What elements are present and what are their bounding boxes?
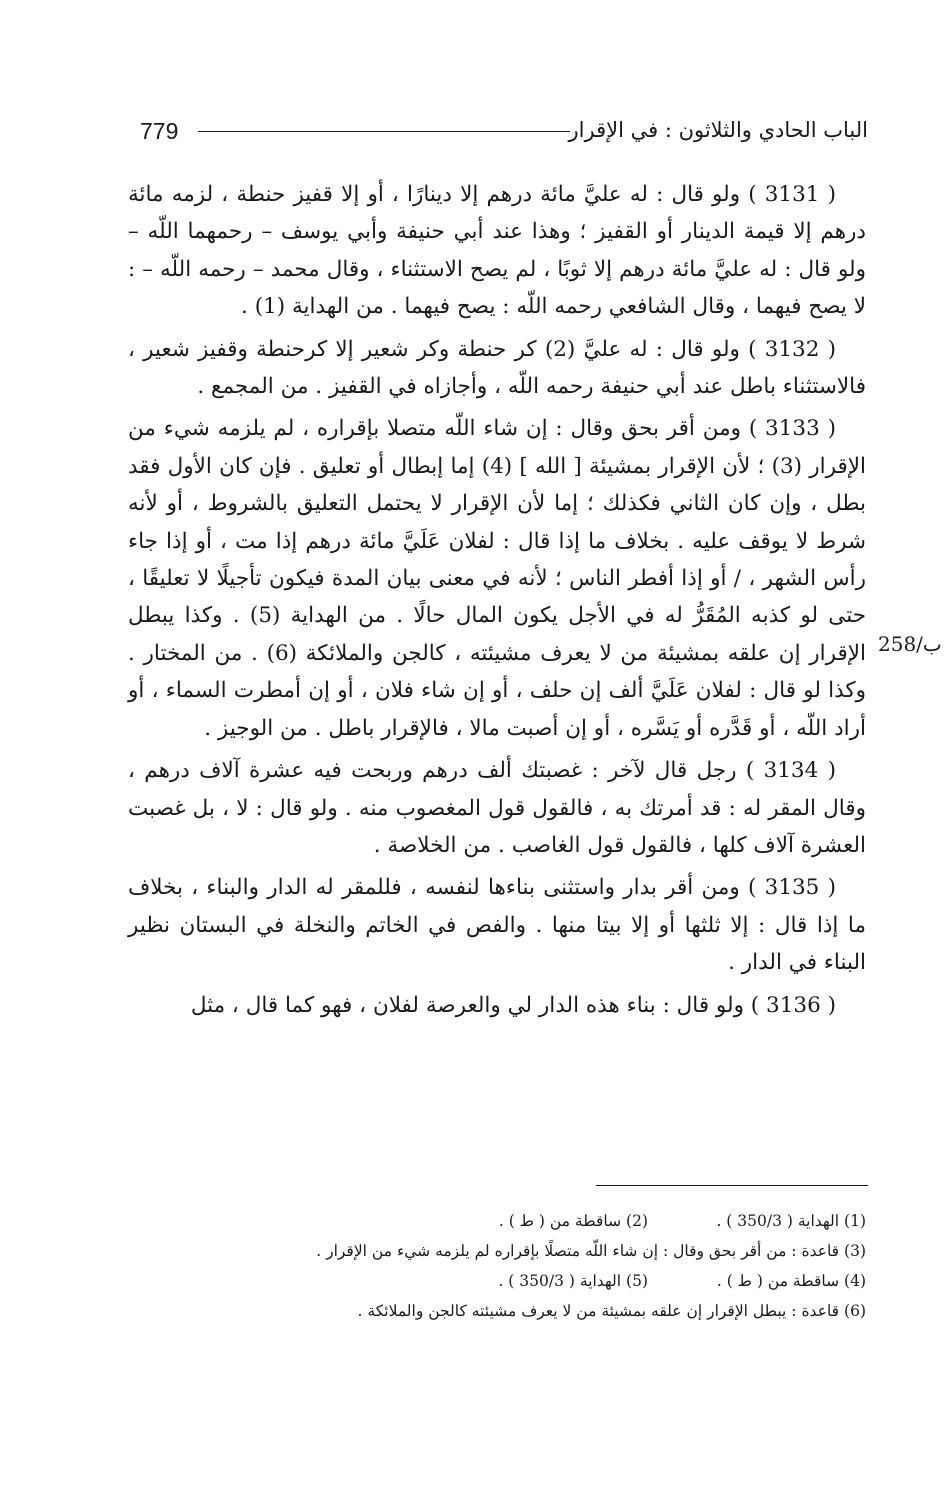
footnote-row: [170, 1266, 866, 1296]
footnote-row: [170, 1206, 866, 1236]
footnote-row: [170, 1296, 866, 1326]
margin-folio-note: 258/ب: [878, 632, 942, 656]
page-number: 779: [140, 118, 179, 144]
footnote-rule: [596, 1185, 868, 1186]
footnote-5: (5) الهداية ( 350/3 ) .: [498, 1272, 648, 1290]
footnote-6: (6) قاعدة : يبطل الإقرار إن علقه بمشيئة من لا يعرف مشيئته كالجن والملائكة .: [357, 1302, 866, 1320]
footnote-3: (3) قاعدة : من أقر بحق وقال : إن شاء اللّه متصلًا بإقراره لم يلزمه شيء من الإقرار .: [316, 1242, 866, 1260]
paragraph-3135: ( 3135 ) ومن أقر بدار واستثنى بناءها لنفسه ، فللمقر له الدار والبناء ، بخلاف ما إذا قال : إلا ثلثها أو إلا بيتا منها . والفص في الخاتم والنخلة في البستان نظير البناء في الدار .: [128, 875, 866, 976]
page-header: [128, 112, 868, 152]
paragraph-3132: ( 3132 ) ولو قال : له عليَّ (2) كر حنطة وكر شعير إلا كرحنطة وقفيز شعير ، فالاستثناء باطل عند أبي حنيفة رحمه اللّه ، وأجازاه في القفيز . من المجمع .: [128, 336, 866, 400]
paragraph-3133: ( 3133 ) ومن أقر بحق وقال : إن شاء اللّه متصلا بإقراره ، لم يلزمه شيء من الإقرار (3) ؛ لأن الإقرار بمشيئة [ الله ] (4) إما إبطال أو تعليق . فإن كان الأول فقد بطل ، وإن كان الثاني فكذلك ؛ إما لأن الإقرار لا يحتمل التعليق بالشروط ، أو لأنه شرط لا يوقف عليه . بخلاف ما إذا قال : لفلان عَلَيَّ مائة درهم إذا مت ، أو إذا جاء رأس الشهر ، / أو إذا أفطر الناس ؛ لأنه في معنى بيان المدة فيكون تأجيلًا لا تعليقًا ، حتى لو كذبه المُقَرُّ له في الأجل يكون المال حالًا . من الهداية (5) . وكذا يبطل الإقرار إن علقه بمشيئة من لا يعرف مشيئته ، كالجن والملائكة (6) . من المختار . وكذا لو قال : لفلان عَلَيَّ ألف إن حلف ، أو إن شاء فلان ، أو إن أمطرت السماء ، أو أراد اللّه ، أو قَدَّره أو يَسَّره ، أو إن أصبت مالا ، فالإقرار باطل . من الوجيز .: [128, 416, 866, 741]
header-rule: [198, 131, 570, 132]
body-text: [128, 176, 866, 1024]
paragraph-3136: ( 3136 ) ولو قال : بناء هذه الدار لي والعرصة لفلان ، فهو كما قال ، مثل: [190, 992, 836, 1018]
paragraph-3134: ( 3134 ) رجل قال لآخر : غصبتك ألف درهم وربحت فيه عشرة آلاف درهم ، وقال المقر له : قد أمرتك به ، فالقول قول المغصوب منه . ولو قال : لا ، بل غصبت العشرة آلاف كلها ، فالقول قول الغاصب . من الخلاصة .: [128, 758, 866, 858]
footnotes: [170, 1206, 866, 1326]
footnote-row: [170, 1236, 866, 1266]
footnote-1: (1) الهداية ( 350/3 ) .: [716, 1212, 866, 1230]
footnote-2: (2) ساقطة من ( ط ) .: [498, 1212, 648, 1230]
running-head: الباب الحادي والثلاثون : في الإقرار: [568, 118, 868, 142]
footnote-4: (4) ساقطة من ( ط ) .: [716, 1272, 866, 1290]
paragraph-3131: ( 3131 ) ولو قال : له عليَّ مائة درهم إلا دينارًا ، أو إلا قفيز حنطة ، لزمه مائة درهم إلا قيمة الدينار أو القفيز ؛ وهذا عند أبي حنيفة وأبي يوسف – رحمهما اللّه – ولو قال : له عليَّ مائة درهم إلا ثوبًا ، لم يصح الاستثناء ، وقال محمد – رحمه اللّه – : لا يصح فيهما ، وقال الشافعي رحمه اللّه : يصح فيهما . من الهداية (1) .: [128, 182, 866, 320]
